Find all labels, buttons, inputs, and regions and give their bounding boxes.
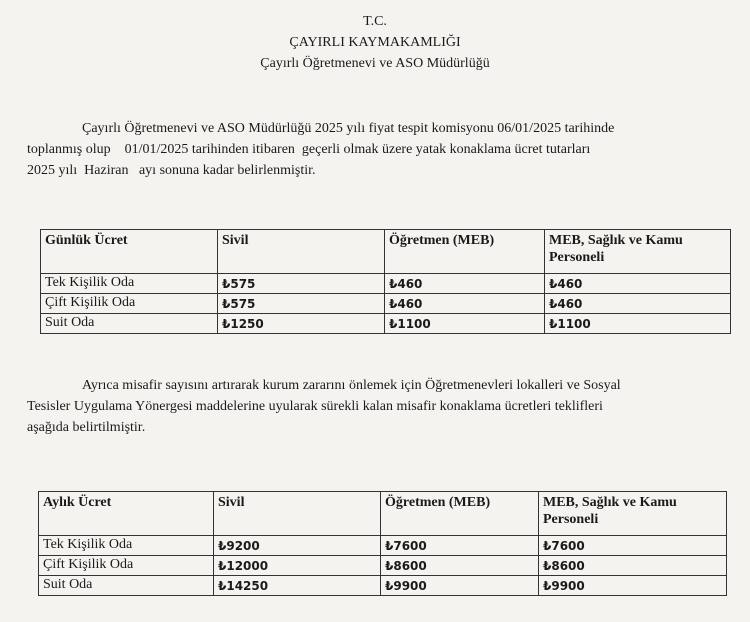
room-type-cell: Çift Kişilik Oda [39, 556, 214, 576]
price-cell: ₺7600 [539, 536, 727, 556]
price-cell: ₺12000 [214, 556, 381, 576]
table-row [41, 314, 731, 334]
daily-header-cell: Günlük Ücret [41, 230, 218, 274]
room-type-cell: Tek Kişilik Oda [41, 274, 218, 294]
room-type-cell: Suit Oda [39, 576, 214, 596]
price-cell: ₺9200 [214, 536, 381, 556]
price-cell: ₺460 [545, 294, 731, 314]
monthly-header-cell: MEB, Sağlık ve Kamu Personeli [539, 492, 727, 536]
second-para-line-2: Tesisler Uygulama Yönergesi maddelerine uyularak sürekli kalan misafir konaklama ücretleri teklifleri [27, 399, 603, 414]
table-row [39, 576, 727, 596]
second-para-line-3: aşağıda belirtilmiştir. [27, 420, 146, 435]
daily-header-cell: Öğretmen (MEB) [385, 230, 545, 274]
monthly-header-cell: Sivil [214, 492, 381, 536]
price-cell: ₺575 [218, 294, 385, 314]
price-cell: ₺8600 [381, 556, 539, 576]
table-row [41, 274, 731, 294]
header-institution: Çayırlı Öğretmenevi ve ASO Müdürlüğü [260, 56, 490, 71]
price-cell: ₺575 [218, 274, 385, 294]
price-cell: ₺1100 [385, 314, 545, 334]
price-cell: ₺14250 [214, 576, 381, 596]
monthly-header-cell: Öğretmen (MEB) [381, 492, 539, 536]
room-type-cell: Tek Kişilik Oda [39, 536, 214, 556]
price-cell: ₺9900 [539, 576, 727, 596]
price-cell: ₺1100 [545, 314, 731, 334]
intro-line-1: Çayırlı Öğretmenevi ve ASO Müdürlüğü 2025 yılı fiyat tespit komisyonu 06/01/2025 tarihinde [82, 121, 615, 136]
header-tc: T.C. [363, 14, 387, 29]
daily-header-cell: Sivil [218, 230, 385, 274]
room-type-cell: Çift Kişilik Oda [41, 294, 218, 314]
intro-line-2: toplanmış olup 01/01/2025 tarihinden itibaren geçerli olmak üzere yatak konaklama ücret tutarları [27, 142, 591, 157]
table-row [39, 536, 727, 556]
price-cell: ₺1250 [218, 314, 385, 334]
daily-header-cell: MEB, Sağlık ve Kamu Personeli [545, 230, 731, 274]
price-cell: ₺460 [385, 274, 545, 294]
price-cell: ₺7600 [381, 536, 539, 556]
monthly-header-cell: Aylık Ücret [39, 492, 214, 536]
second-para-line-1: Ayrıca misafir sayısını artırarak kurum zararını önlemek için Öğretmenevleri lokalleri ve Sosyal [82, 378, 621, 393]
daily-header-row [41, 230, 731, 274]
intro-line-3: 2025 yılı Haziran ayı sonuna kadar belirlenmiştir. [27, 163, 316, 178]
room-type-cell: Suit Oda [41, 314, 218, 334]
price-cell: ₺460 [545, 274, 731, 294]
price-cell: ₺460 [385, 294, 545, 314]
table-row [39, 556, 727, 576]
table-row [41, 294, 731, 314]
monthly-fee-table [38, 491, 727, 596]
price-cell: ₺8600 [539, 556, 727, 576]
daily-fee-table [40, 229, 731, 334]
monthly-header-row [39, 492, 727, 536]
price-cell: ₺9900 [381, 576, 539, 596]
header-kaymakamlik: ÇAYIRLI KAYMAKAMLIĞI [289, 35, 461, 50]
